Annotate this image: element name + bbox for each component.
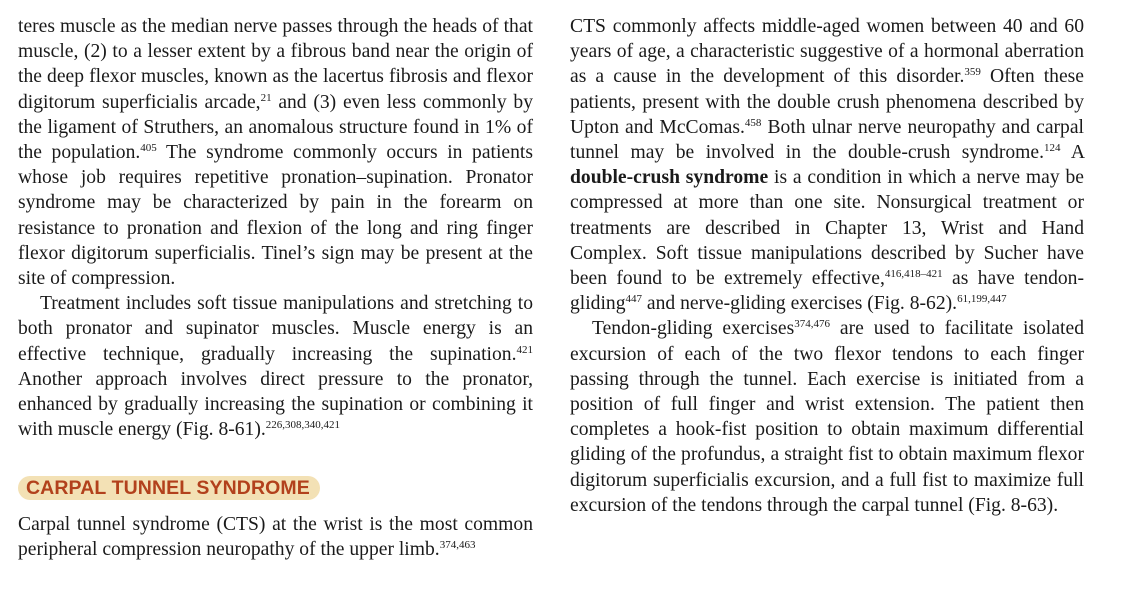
paragraph-cts-intro	[18, 512, 533, 562]
citation-ref: 374,476	[794, 318, 830, 331]
text-run: The syndrome commonly occurs in patients whose job requires repetitive pronation–supination. Pronator syndrome may be characterized by pain in the forearm on resistance to pronation and flexion of the long and ring finger flexor digitorum superficialis. Tinel’s sign may be present at the site of compression.	[18, 142, 533, 290]
text-run: Often these patients, present with the double crush phenomena described by Upton and McComas.	[570, 66, 1084, 138]
text-run: as have tendon-gliding	[570, 268, 1085, 315]
text-run: Another approach involves direct pressure to the pronator, enhanced by gradually increasing the supination or combining it with muscle energy (Fig. 8-61).	[18, 368, 533, 441]
citation-ref: 421	[516, 343, 533, 356]
text-run: Both ulnar nerve neuropathy and carpal tunnel may be involved in the double-crush syndrome.	[570, 116, 1084, 164]
right-column	[570, 14, 1084, 518]
text-run: and (3) even less commonly by the ligament of Struthers, an anomalous structure found in 1% of the population.	[18, 91, 533, 164]
bold-term: double-crush syndrome	[570, 167, 769, 189]
citation-ref: 124	[1043, 142, 1061, 155]
text-run: is a condition in which a nerve may be compressed at more than one site. Nonsurgical treatment or treatments are described in Chapter 13, Wrist and Hand Complex. Soft tissue manipulations described by Sucher have been found to be extremely effective,	[570, 167, 1084, 290]
citation-ref: 359	[964, 66, 981, 79]
paragraph-pronator-syndrome	[18, 14, 533, 291]
citation-ref: 374,463	[439, 538, 476, 551]
section-heading-wrapper	[18, 476, 533, 501]
citation-ref: 405	[140, 142, 157, 155]
text-run: are used to facilitate isolated excursion of each of the two flexor tendons to each finger passing through the tunnel. Each exercise is initiated from a position of full finger and wrist extension. The patient then completes a hook-fist position to obtain maximum differential gliding of the profundus, a straight fist to obtain maximum flexor digitorum superficialis excursion, and a full fist to maximize full excursion of the tendons through the carpal tunnel (Fig. 8-63).	[570, 318, 1084, 516]
citation-ref: 21	[260, 91, 272, 104]
text-run: teres muscle as the median nerve passes through the heads of that muscle, (2) to a lesser extent by a fibrous band near the origin of the deep flexor muscles, known as the lacertus fibrosis and flexor digitorum superficialis arcade,	[18, 16, 533, 113]
text-run: Tendon-gliding exercises	[592, 318, 795, 340]
citation-ref: 447	[625, 293, 643, 306]
paragraph-tendon-gliding	[570, 316, 1084, 518]
paragraph-treatment	[18, 291, 533, 442]
text-run: Treatment includes soft tissue manipulations and stretching to both pronator and supinator muscles. Muscle energy is an effective technique, gradually increasing the supination.	[18, 293, 533, 365]
section-heading: CARPAL TUNNEL SYNDROME	[18, 476, 320, 500]
text-run: Carpal tunnel syndrome (CTS) at the wrist is the most common peripheral compression neuropathy of the upper limb.	[18, 513, 533, 560]
text-run: CTS commonly affects middle-aged women between 40 and 60 years of age, a characteristic suggestive of a hormonal aberration as a cause in the development of this disorder.	[570, 16, 1084, 88]
citation-ref: 61,199,447	[957, 293, 1007, 306]
text-run: A	[1060, 142, 1084, 164]
citation-ref: 416,418–421	[884, 268, 943, 281]
citation-ref: 226,308,340,421	[265, 419, 341, 432]
citation-ref: 458	[744, 116, 762, 129]
left-column	[18, 14, 533, 562]
text-run: and nerve-gliding exercises (Fig. 8-62).	[642, 293, 958, 315]
paragraph-cts-demographics	[570, 14, 1084, 316]
